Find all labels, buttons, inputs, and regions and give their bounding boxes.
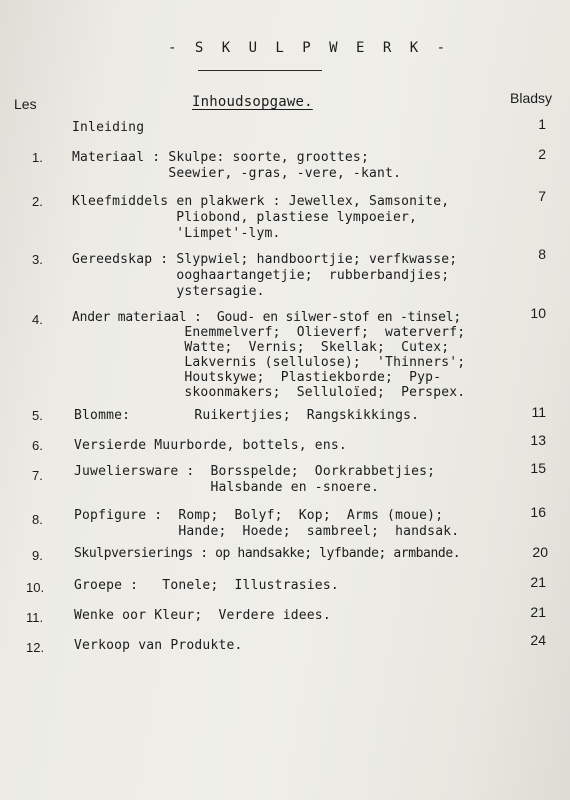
entry-number: 3. — [32, 252, 43, 267]
entry-page-number: 11 — [531, 404, 546, 420]
entry-text-line: Hande; Hoede; sambreel; handsak. — [74, 524, 460, 539]
entry-number: 12. — [26, 640, 45, 655]
entry-number: 8. — [32, 512, 43, 527]
entry-number: 7. — [32, 468, 43, 483]
entry-text-line: Materiaal : Skulpe: soorte, groottes; — [72, 150, 369, 165]
entry-text-line: Halsbande en -snoere. — [74, 480, 380, 495]
entry-page-number: 21 — [530, 604, 546, 620]
entry-number: 5. — [32, 408, 43, 423]
entry-text-line: Inleiding — [72, 120, 145, 135]
entry-page-number: 24 — [530, 632, 546, 648]
entry-number: 11. — [26, 610, 44, 625]
entry-text-line: Blomme: Ruikertjies; Rangskikkings. — [74, 408, 420, 423]
entry-number: 10. — [26, 580, 45, 595]
column-header-contents — [192, 94, 313, 110]
entry-number: 2. — [32, 194, 43, 209]
entry-text-line: Seewier, -gras, -vere, -kant. — [72, 166, 402, 181]
entry-text-line: Wenke oor Kleur; Verdere idees. — [74, 608, 331, 623]
entry-text-line: Watte; Vernis; Skellak; Cutex; — [72, 340, 450, 355]
entry-page-number: 20 — [532, 544, 548, 560]
entry-text-line: Ander materiaal : Goud- en silwer-stof en -tinsel; — [72, 310, 461, 325]
entry-number: 9. — [32, 548, 43, 563]
entry-text-line: ystersagie. — [72, 284, 265, 299]
entry-text-line: Skulpversierings : op handsakke; lyfbande; armbande. — [74, 546, 461, 561]
entry-text-line: Houtskywe; Plastiekborde; Pyp- — [72, 370, 442, 385]
entry-text-line: Lakvernis (sellulose); 'Thinners'; — [72, 355, 466, 370]
column-header-page: Bladsy — [510, 90, 553, 106]
entry-page-number: 13 — [530, 432, 546, 448]
entry-page-number: 2 — [538, 146, 546, 162]
entry-number: 1. — [32, 150, 43, 165]
entry-page-number: 16 — [530, 504, 546, 520]
entry-page-number: 1 — [538, 116, 546, 132]
entry-text-line: Kleefmiddels en plakwerk : Jewellex, Samsonite, — [72, 194, 450, 209]
entry-page-number: 10 — [530, 305, 546, 321]
entry-text-line: Enemmelverf; Olieverf; waterverf; — [72, 325, 466, 340]
entry-page-number: 21 — [530, 574, 546, 590]
entry-text-line: Popfigure : Romp; Bolyf; Kop; Arms (moue); — [74, 508, 444, 523]
entry-text-line: Groepe : Tonele; Illustrasies. — [74, 578, 339, 593]
entry-text-line: skoonmakers; Selluloïed; Perspex. — [72, 385, 466, 400]
entry-page-number: 15 — [530, 460, 546, 476]
entry-text-line: Verkoop van Produkte. — [74, 638, 243, 653]
entry-number: 4. — [32, 312, 43, 327]
entry-text-line: 'Limpet'-lym. — [104, 226, 281, 241]
contents-heading-text: Inhoudsopgawe. — [192, 94, 313, 110]
entry-number: 6. — [32, 438, 43, 453]
entry-page-number: 7 — [538, 188, 546, 204]
page-title: - S K U L P W E R K - — [168, 40, 451, 56]
column-header-les: Les — [14, 96, 37, 112]
title-underline — [198, 70, 322, 71]
entry-text-line: Versierde Muurborde, bottels, ens. — [74, 438, 347, 453]
entry-text-line: Pliobond, plastiese lympoeier, — [104, 210, 418, 225]
entry-text-line: ooghaartangetjie; rubberbandjies; — [72, 268, 450, 283]
entry-text-line: Gereedskap : Slypwiel; handboortjie; verfkwasse; — [72, 252, 458, 267]
entry-page-number: 8 — [538, 246, 546, 262]
entry-text-line: Juweliersware : Borsspelde; Oorkrabbetjies; — [74, 464, 436, 479]
